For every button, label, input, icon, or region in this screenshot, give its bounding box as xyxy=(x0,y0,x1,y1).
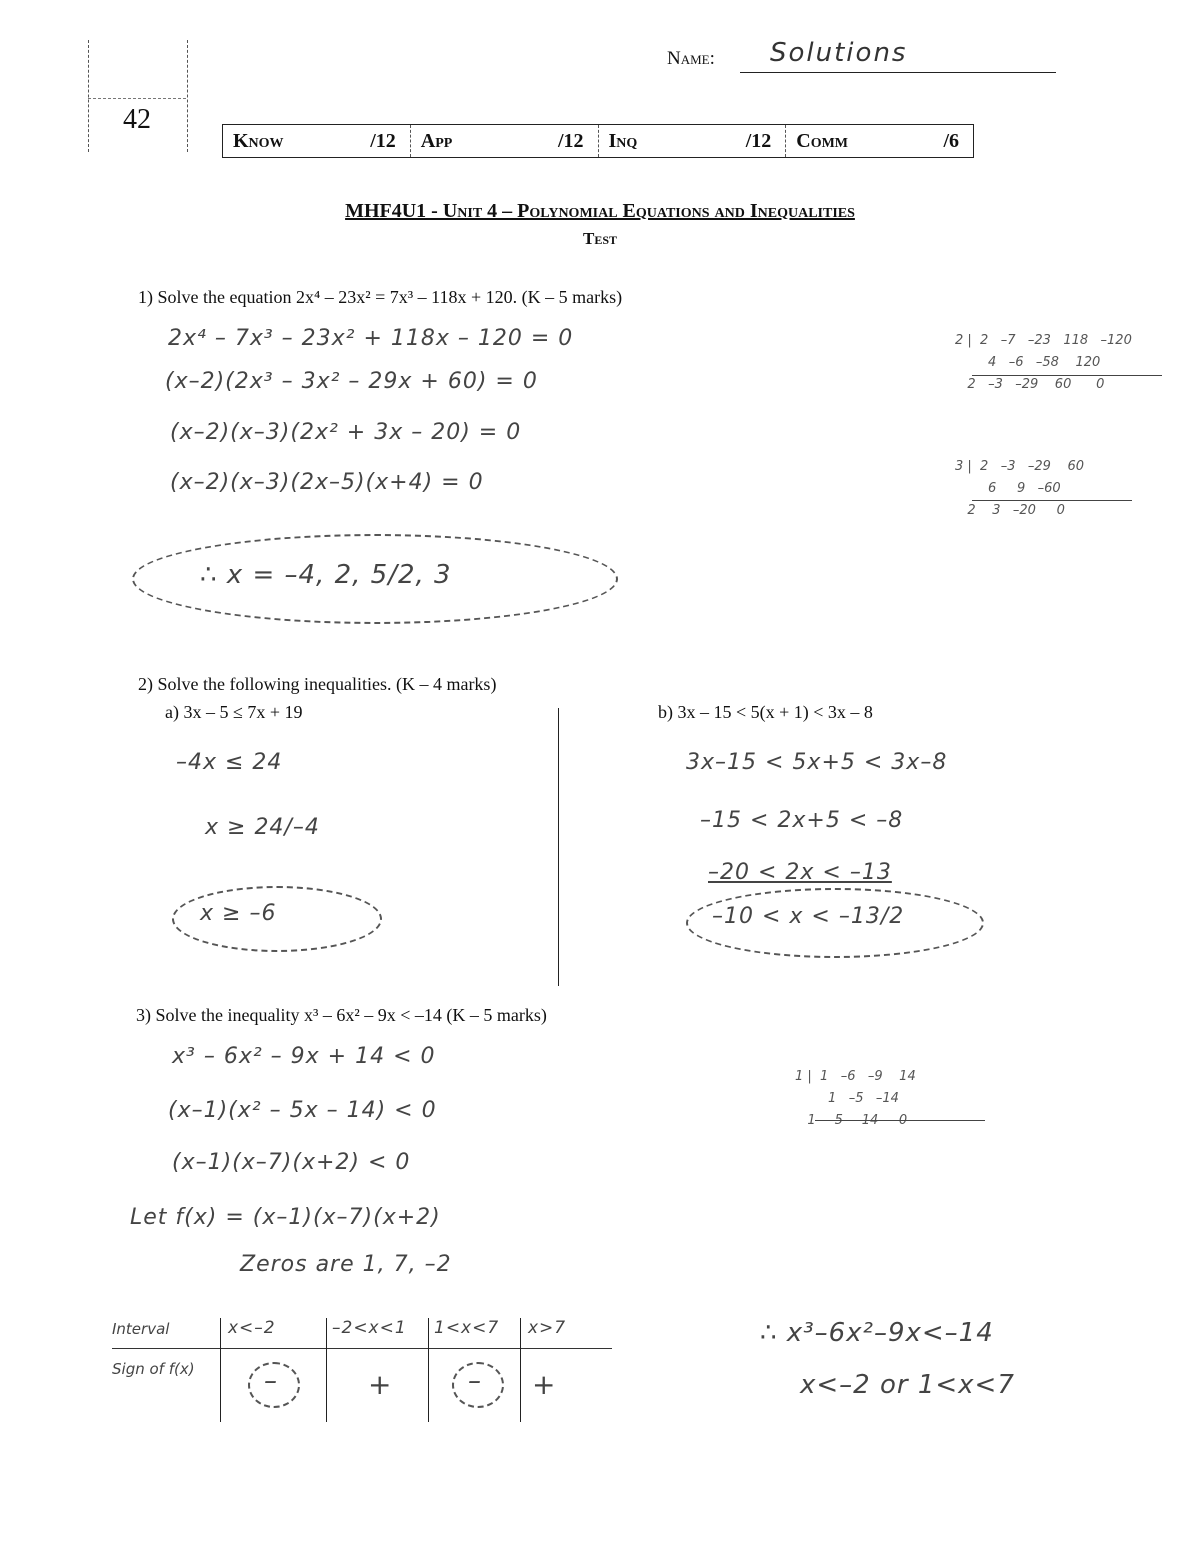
q1-work-line: 2x⁴ – 7x³ – 23x² + 118x – 120 = 0 xyxy=(168,326,574,351)
q2b-work-line: 3x–15 < 5x+5 < 3x–8 xyxy=(686,750,948,775)
sign-value: + xyxy=(368,1368,393,1401)
q2-column-divider xyxy=(558,708,559,986)
test-title xyxy=(0,200,1200,223)
q1-prompt: 1) Solve the equation 2x⁴ – 23x² = 7x³ – 118x + 120. (K – 5 marks) xyxy=(138,287,623,307)
mark-label: Know xyxy=(233,129,284,152)
q3-work-line: (x–1)(x–7)(x+2) < 0 xyxy=(172,1150,411,1175)
q2b-work-line: –20 < 2x < –13 xyxy=(708,860,892,885)
name-value: Solutions xyxy=(770,38,908,68)
sign-table-row-label: Sign of f(x) xyxy=(112,1360,195,1378)
sign-table-row-label: Interval xyxy=(112,1320,170,1338)
mark-out-of: /12 xyxy=(557,129,584,152)
q1-work-line: (x–2)(2x³ – 3x² – 29x + 60) = 0 xyxy=(165,369,538,394)
test-title-text: MHF4U1 - Unit 4 – Polynomial Equations and Inequalities xyxy=(345,200,855,222)
q3-work-line: x³ – 6x² – 9x + 14 < 0 xyxy=(172,1044,436,1069)
sign-value: – xyxy=(264,1366,278,1396)
sign-table-divider xyxy=(326,1318,327,1422)
mark-out-of: /12 xyxy=(745,129,772,152)
sign-value: + xyxy=(532,1368,557,1401)
sign-table-rule xyxy=(112,1348,612,1349)
mark-label: Inq xyxy=(608,129,638,152)
sign-table-divider xyxy=(520,1318,521,1422)
q2a-prompt: a) 3x – 5 ≤ 7x + 19 xyxy=(165,702,303,722)
q1-answer: ∴ x = –4, 2, 5/2, 3 xyxy=(200,560,452,590)
q2a-work-line: –4x ≤ 24 xyxy=(176,750,283,775)
mark-label: App xyxy=(420,129,453,152)
mark-cell-know xyxy=(223,125,411,157)
name-label: Name: xyxy=(667,48,715,69)
q1-synthetic-division-2: 3 | 2 –3 –29 60 6 9 –60 2 3 –20 0 xyxy=(955,459,1084,518)
q2-prompt: 2) Solve the following inequalities. (K – 4 marks) xyxy=(138,674,497,694)
q2b-prompt: b) 3x – 15 < 5(x + 1) < 3x – 8 xyxy=(658,702,873,722)
q2a-answer: x ≥ –6 xyxy=(200,901,277,926)
q2a-work-line: x ≥ 24/–4 xyxy=(205,815,320,840)
mark-cell-inq xyxy=(599,125,787,157)
name-line xyxy=(740,72,1056,73)
interval-label: –2<x<1 xyxy=(332,1318,407,1338)
interval-label: x<–2 xyxy=(228,1318,276,1338)
q3-conclusion-line: x<–2 or 1<x<7 xyxy=(800,1370,1015,1400)
sign-table-divider xyxy=(220,1318,221,1422)
division-rule xyxy=(972,375,1162,376)
sign-table-divider xyxy=(428,1318,429,1422)
mark-label: Comm xyxy=(796,129,849,152)
q3-prompt: 3) Solve the inequality x³ – 6x² – 9x < –14 (K – 5 marks) xyxy=(136,1005,547,1025)
interval-label: 1<x<7 xyxy=(434,1318,500,1338)
q1-work-line: (x–2)(x–3)(2x–5)(x+4) = 0 xyxy=(170,470,484,495)
mark-out-of: /12 xyxy=(370,129,396,152)
q3-work-line: Zeros are 1, 7, –2 xyxy=(240,1252,452,1277)
q3-work-line: (x–1)(x² – 5x – 14) < 0 xyxy=(168,1098,437,1123)
mark-cell-app xyxy=(411,125,599,157)
q1-synthetic-division-1: 2 | 2 –7 –23 118 –120 4 –6 –58 120 2 –3 –29 60 0 xyxy=(955,333,1132,392)
q3-synthetic-division: 1 | 1 –6 –9 14 1 –5 –14 1 –5 –14 0 xyxy=(795,1069,916,1128)
mark-cell-comm xyxy=(786,125,973,157)
q2b-answer: –10 < x < –13/2 xyxy=(712,904,905,929)
test-subtitle: Test xyxy=(582,229,618,248)
score-divider xyxy=(88,98,186,99)
mark-out-of: /6 xyxy=(943,129,959,152)
marks-row xyxy=(222,124,974,158)
q2b-work-line: –15 < 2x+5 < –8 xyxy=(700,808,904,833)
sign-table xyxy=(112,1318,622,1428)
total-score: 42 xyxy=(123,104,151,135)
division-rule xyxy=(972,500,1132,501)
q3-conclusion-line: ∴ x³–6x²–9x<–14 xyxy=(760,1318,994,1348)
division-rule xyxy=(815,1120,985,1121)
q1-work-line: (x–2)(x–3)(2x² + 3x – 20) = 0 xyxy=(170,420,522,445)
q3-work-line: Let f(x) = (x–1)(x–7)(x+2) xyxy=(130,1205,441,1230)
sign-value: – xyxy=(468,1366,482,1396)
interval-label: x>7 xyxy=(528,1318,567,1338)
